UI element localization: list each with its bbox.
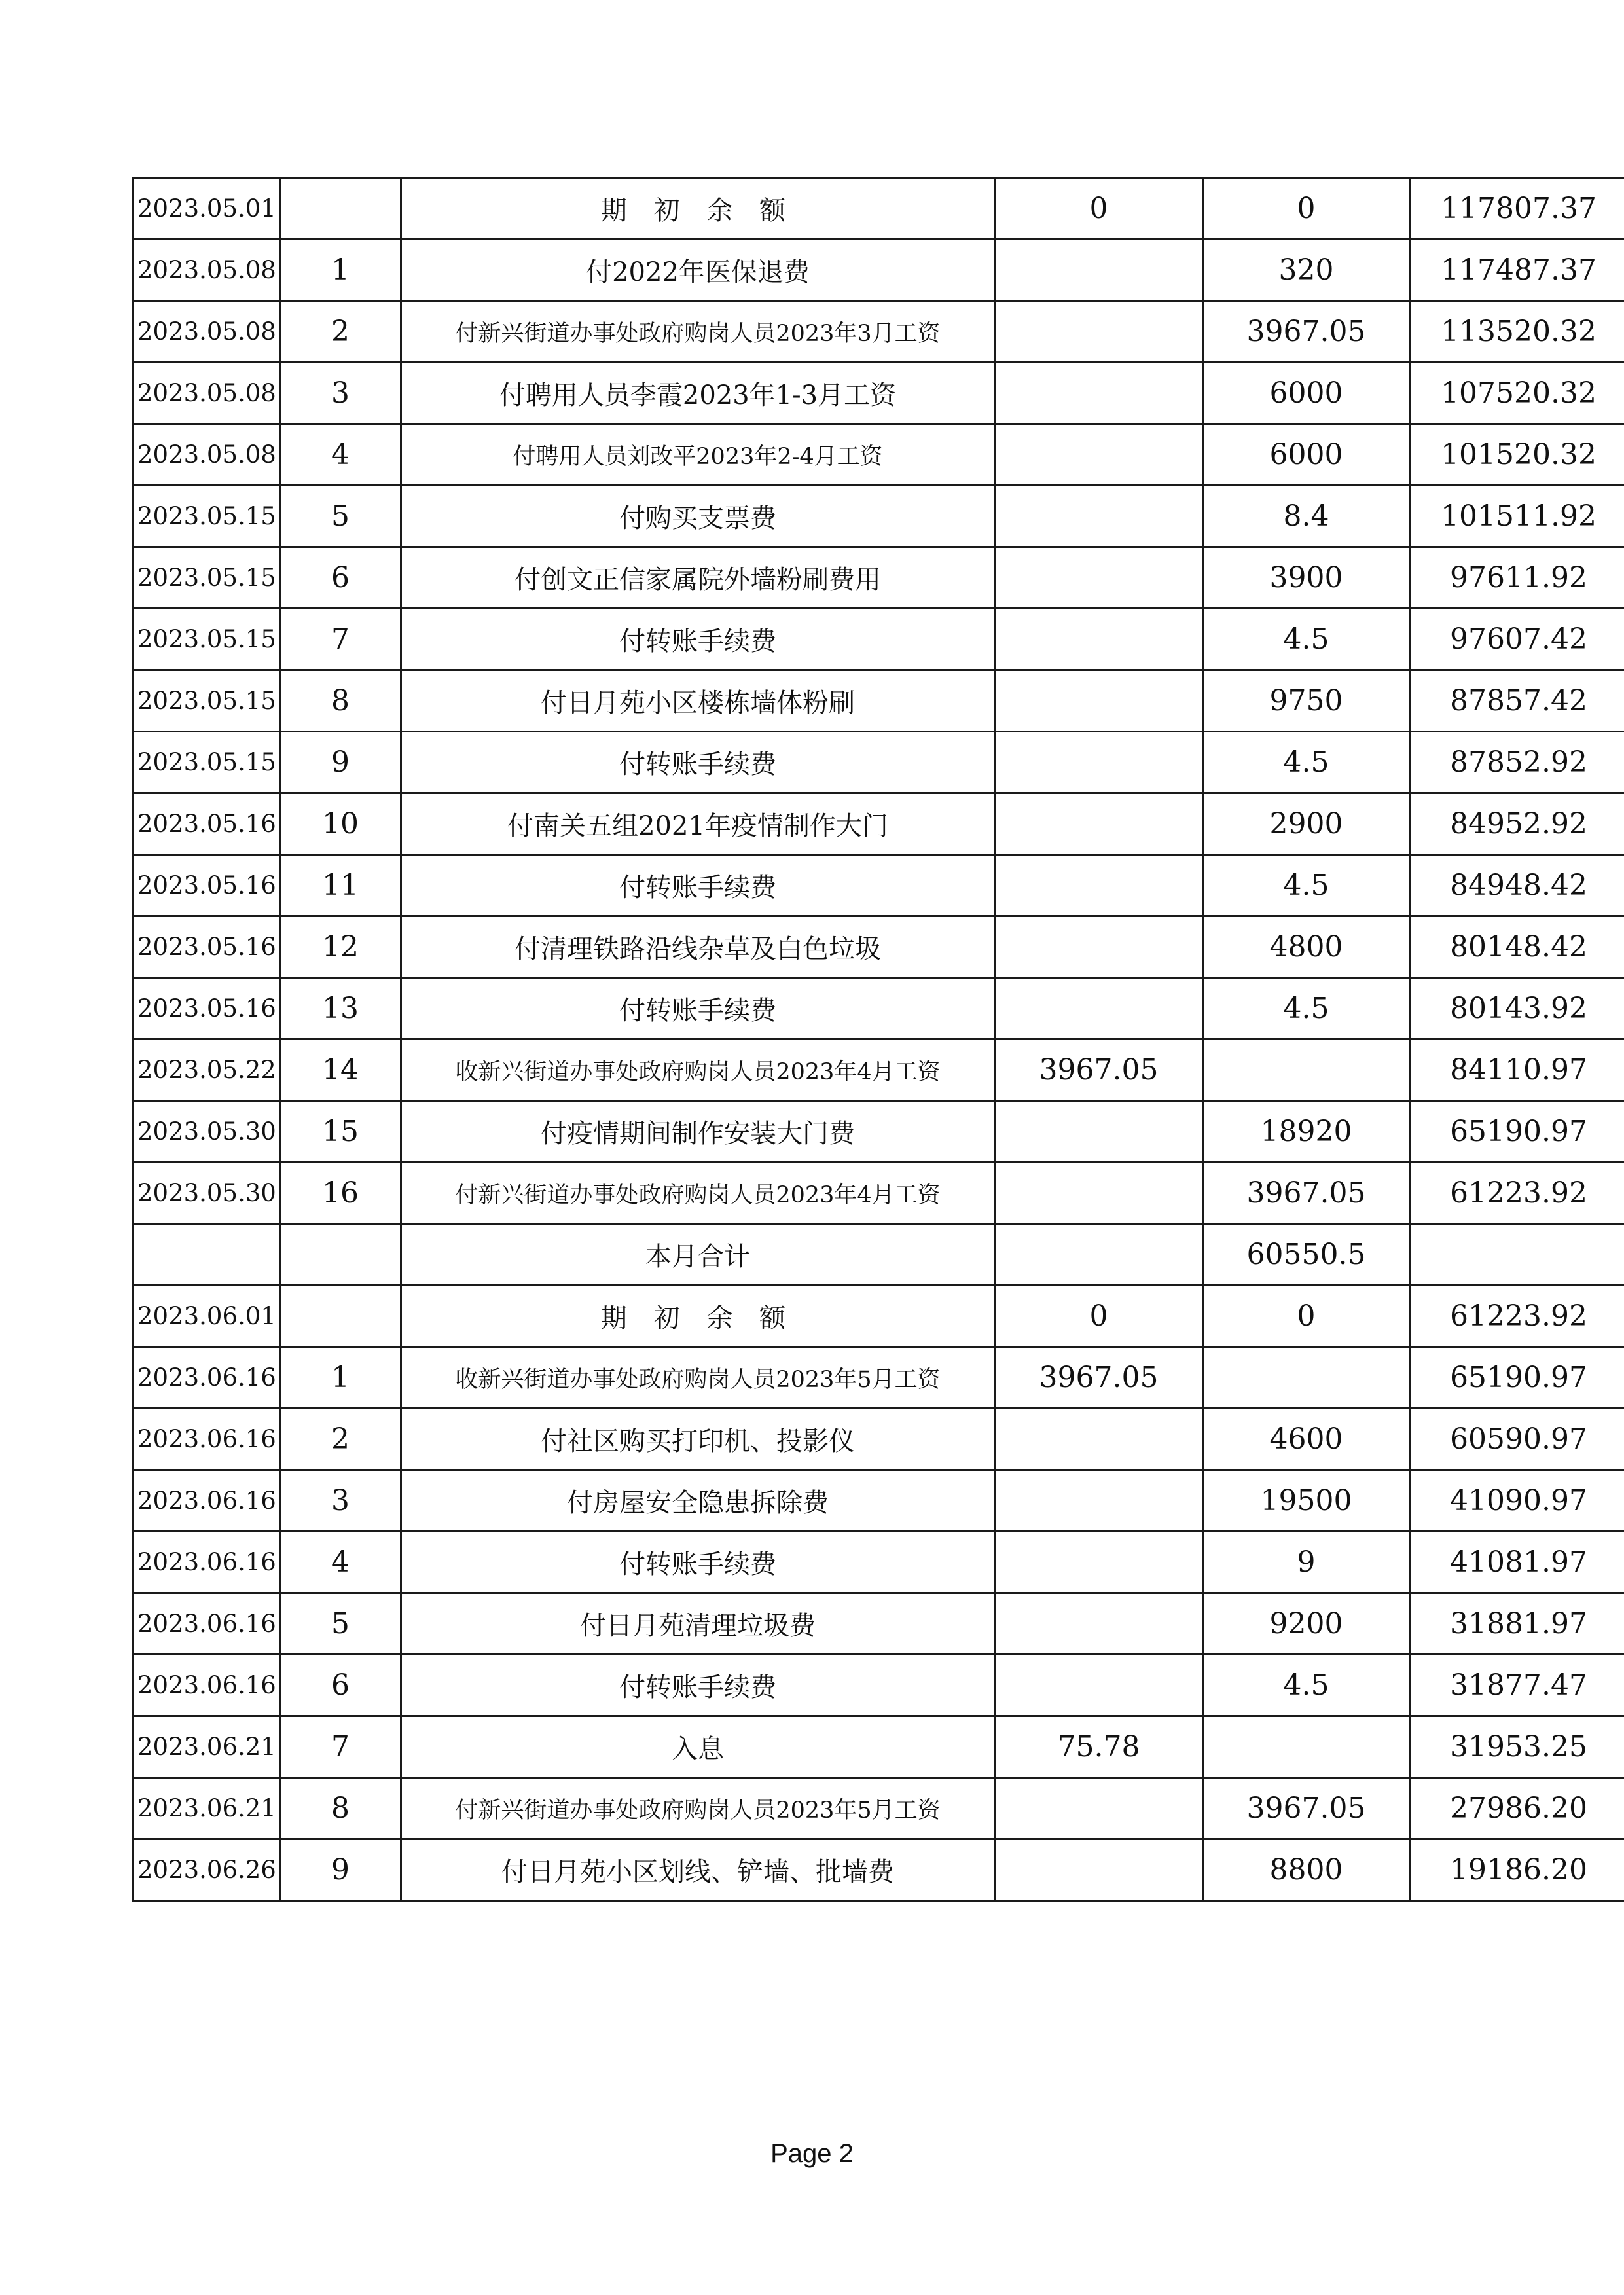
balance-cell: 84948.42	[1410, 855, 1624, 916]
description-cell: 付转账手续费	[401, 609, 995, 670]
description-cell: 付日月苑小区楼栋墙体粉刷	[401, 670, 995, 732]
expense-cell: 320	[1203, 240, 1410, 301]
income-cell: 3967.05	[995, 1347, 1203, 1409]
date-cell: 2023.05.22	[133, 1039, 280, 1101]
expense-cell: 9200	[1203, 1593, 1410, 1655]
income-cell: 0	[995, 1286, 1203, 1347]
description-cell: 付房屋安全隐患拆除费	[401, 1470, 995, 1532]
date-cell: 2023.06.16	[133, 1347, 280, 1409]
date-cell: 2023.06.21	[133, 1778, 280, 1839]
entry-number-cell: 14	[280, 1039, 401, 1101]
income-cell	[995, 670, 1203, 732]
expense-cell: 4800	[1203, 916, 1410, 978]
table-row	[133, 1716, 1624, 1778]
balance-cell: 107520.32	[1410, 363, 1624, 424]
income-cell	[995, 1593, 1203, 1655]
entry-number-cell: 3	[280, 1470, 401, 1532]
income-cell	[995, 978, 1203, 1039]
table-row	[133, 1101, 1624, 1163]
date-cell: 2023.05.16	[133, 916, 280, 978]
description-cell: 付日月苑清理垃圾费	[401, 1593, 995, 1655]
income-cell	[995, 301, 1203, 363]
table-row	[133, 1839, 1624, 1901]
entry-number-cell: 12	[280, 916, 401, 978]
expense-cell: 4.5	[1203, 1655, 1410, 1716]
table-row	[133, 424, 1624, 486]
expense-cell: 0	[1203, 1286, 1410, 1347]
income-cell	[995, 732, 1203, 793]
income-cell	[995, 1224, 1203, 1286]
description-cell: 付购买支票费	[401, 486, 995, 547]
entry-number-cell: 6	[280, 547, 401, 609]
table-row	[133, 1470, 1624, 1532]
date-cell	[133, 1224, 280, 1286]
balance-cell: 80143.92	[1410, 978, 1624, 1039]
table-row	[133, 1286, 1624, 1347]
expense-cell: 4.5	[1203, 978, 1410, 1039]
income-cell	[995, 424, 1203, 486]
description-cell: 付聘用人员刘改平2023年2-4月工资	[401, 424, 995, 486]
table-row	[133, 1224, 1624, 1286]
description-cell: 付新兴街道办事处政府购岗人员2023年3月工资	[401, 301, 995, 363]
balance-cell: 87857.42	[1410, 670, 1624, 732]
date-cell: 2023.06.21	[133, 1716, 280, 1778]
table-row	[133, 486, 1624, 547]
description-cell: 付新兴街道办事处政府购岗人员2023年5月工资	[401, 1778, 995, 1839]
income-cell	[995, 1532, 1203, 1593]
date-cell: 2023.06.16	[133, 1655, 280, 1716]
description-cell: 付转账手续费	[401, 1655, 995, 1716]
expense-cell: 4.5	[1203, 609, 1410, 670]
balance-cell: 65190.97	[1410, 1101, 1624, 1163]
description-cell: 付创文正信家属院外墙粉刷费用	[401, 547, 995, 609]
date-cell: 2023.05.08	[133, 363, 280, 424]
expense-cell: 19500	[1203, 1470, 1410, 1532]
income-cell	[995, 1778, 1203, 1839]
description-cell: 付清理铁路沿线杂草及白色垃圾	[401, 916, 995, 978]
entry-number-cell: 5	[280, 486, 401, 547]
income-cell	[995, 1163, 1203, 1224]
balance-cell: 117487.37	[1410, 240, 1624, 301]
entry-number-cell: 5	[280, 1593, 401, 1655]
table-row	[133, 1593, 1624, 1655]
description-cell: 付新兴街道办事处政府购岗人员2023年4月工资	[401, 1163, 995, 1224]
balance-cell: 101520.32	[1410, 424, 1624, 486]
balance-cell: 117807.37	[1410, 178, 1624, 240]
entry-number-cell: 10	[280, 793, 401, 855]
income-cell	[995, 1655, 1203, 1716]
income-cell: 3967.05	[995, 1039, 1203, 1101]
entry-number-cell	[280, 178, 401, 240]
expense-cell: 8800	[1203, 1839, 1410, 1901]
entry-number-cell: 11	[280, 855, 401, 916]
description-cell: 收新兴街道办事处政府购岗人员2023年5月工资	[401, 1347, 995, 1409]
expense-cell: 6000	[1203, 424, 1410, 486]
ledger-table	[132, 177, 1624, 1902]
table-row	[133, 1347, 1624, 1409]
description-cell: 付转账手续费	[401, 855, 995, 916]
date-cell: 2023.05.08	[133, 424, 280, 486]
description-cell: 本月合计	[401, 1224, 995, 1286]
balance-cell: 65190.97	[1410, 1347, 1624, 1409]
table-row	[133, 1532, 1624, 1593]
description-cell: 付转账手续费	[401, 732, 995, 793]
description-cell: 收新兴街道办事处政府购岗人员2023年4月工资	[401, 1039, 995, 1101]
table-row	[133, 978, 1624, 1039]
entry-number-cell: 4	[280, 424, 401, 486]
date-cell: 2023.06.16	[133, 1409, 280, 1470]
entry-number-cell	[280, 1286, 401, 1347]
entry-number-cell: 6	[280, 1655, 401, 1716]
expense-cell: 3967.05	[1203, 1163, 1410, 1224]
description-cell: 付社区购买打印机、投影仪	[401, 1409, 995, 1470]
balance-cell: 27986.20	[1410, 1778, 1624, 1839]
table-row	[133, 670, 1624, 732]
balance-cell: 31953.25	[1410, 1716, 1624, 1778]
expense-cell: 3900	[1203, 547, 1410, 609]
entry-number-cell: 13	[280, 978, 401, 1039]
date-cell: 2023.05.30	[133, 1163, 280, 1224]
table-row	[133, 178, 1624, 240]
date-cell: 2023.05.15	[133, 486, 280, 547]
expense-cell: 6000	[1203, 363, 1410, 424]
expense-cell: 8.4	[1203, 486, 1410, 547]
ledger-body	[133, 178, 1624, 1901]
date-cell: 2023.05.16	[133, 978, 280, 1039]
income-cell	[995, 240, 1203, 301]
table-row	[133, 1655, 1624, 1716]
balance-cell: 84952.92	[1410, 793, 1624, 855]
expense-cell	[1203, 1039, 1410, 1101]
table-row	[133, 793, 1624, 855]
entry-number-cell: 4	[280, 1532, 401, 1593]
balance-cell: 41090.97	[1410, 1470, 1624, 1532]
expense-cell: 4600	[1203, 1409, 1410, 1470]
description-cell: 付疫情期间制作安装大门费	[401, 1101, 995, 1163]
balance-cell	[1410, 1224, 1624, 1286]
entry-number-cell: 9	[280, 732, 401, 793]
income-cell	[995, 609, 1203, 670]
income-cell: 0	[995, 178, 1203, 240]
expense-cell: 3967.05	[1203, 1778, 1410, 1839]
page-number: Page 2	[770, 2139, 854, 2168]
description-cell: 期 初 余 额	[401, 178, 995, 240]
balance-cell: 97611.92	[1410, 547, 1624, 609]
income-cell	[995, 1409, 1203, 1470]
date-cell: 2023.05.16	[133, 793, 280, 855]
entry-number-cell	[280, 1224, 401, 1286]
expense-cell: 0	[1203, 178, 1410, 240]
income-cell	[995, 916, 1203, 978]
balance-cell: 80148.42	[1410, 916, 1624, 978]
date-cell: 2023.05.15	[133, 670, 280, 732]
table-row	[133, 301, 1624, 363]
entry-number-cell: 2	[280, 1409, 401, 1470]
income-cell	[995, 1101, 1203, 1163]
entry-number-cell: 1	[280, 1347, 401, 1409]
description-cell: 付转账手续费	[401, 978, 995, 1039]
date-cell: 2023.06.16	[133, 1593, 280, 1655]
date-cell: 2023.05.30	[133, 1101, 280, 1163]
table-row	[133, 916, 1624, 978]
balance-cell: 113520.32	[1410, 301, 1624, 363]
expense-cell: 9	[1203, 1532, 1410, 1593]
entry-number-cell: 9	[280, 1839, 401, 1901]
expense-cell: 18920	[1203, 1101, 1410, 1163]
income-cell	[995, 1839, 1203, 1901]
entry-number-cell: 15	[280, 1101, 401, 1163]
balance-cell: 87852.92	[1410, 732, 1624, 793]
date-cell: 2023.05.15	[133, 547, 280, 609]
description-cell: 付2022年医保退费	[401, 240, 995, 301]
balance-cell: 61223.92	[1410, 1163, 1624, 1224]
income-cell	[995, 363, 1203, 424]
entry-number-cell: 8	[280, 670, 401, 732]
income-cell	[995, 855, 1203, 916]
date-cell: 2023.06.01	[133, 1286, 280, 1347]
expense-cell: 4.5	[1203, 855, 1410, 916]
entry-number-cell: 1	[280, 240, 401, 301]
table-row	[133, 1778, 1624, 1839]
expense-cell: 3967.05	[1203, 301, 1410, 363]
expense-cell: 60550.5	[1203, 1224, 1410, 1286]
description-cell: 入息	[401, 1716, 995, 1778]
date-cell: 2023.06.16	[133, 1532, 280, 1593]
table-row	[133, 1163, 1624, 1224]
description-cell: 期 初 余 额	[401, 1286, 995, 1347]
description-cell: 付聘用人员李霞2023年1-3月工资	[401, 363, 995, 424]
balance-cell: 101511.92	[1410, 486, 1624, 547]
description-cell: 付转账手续费	[401, 1532, 995, 1593]
balance-cell: 84110.97	[1410, 1039, 1624, 1101]
expense-cell: 2900	[1203, 793, 1410, 855]
date-cell: 2023.05.16	[133, 855, 280, 916]
entry-number-cell: 16	[280, 1163, 401, 1224]
date-cell: 2023.06.16	[133, 1470, 280, 1532]
income-cell: 75.78	[995, 1716, 1203, 1778]
date-cell: 2023.06.26	[133, 1839, 280, 1901]
income-cell	[995, 547, 1203, 609]
income-cell	[995, 1470, 1203, 1532]
expense-cell: 4.5	[1203, 732, 1410, 793]
table-row	[133, 732, 1624, 793]
table-row	[133, 855, 1624, 916]
description-cell: 付日月苑小区划线、铲墙、批墙费	[401, 1839, 995, 1901]
description-cell: 付南关五组2021年疫情制作大门	[401, 793, 995, 855]
date-cell: 2023.05.08	[133, 301, 280, 363]
income-cell	[995, 793, 1203, 855]
income-cell	[995, 486, 1203, 547]
balance-cell: 97607.42	[1410, 609, 1624, 670]
expense-cell	[1203, 1347, 1410, 1409]
entry-number-cell: 8	[280, 1778, 401, 1839]
table-row	[133, 240, 1624, 301]
balance-cell: 31877.47	[1410, 1655, 1624, 1716]
balance-cell: 19186.20	[1410, 1839, 1624, 1901]
balance-cell: 61223.92	[1410, 1286, 1624, 1347]
balance-cell: 60590.97	[1410, 1409, 1624, 1470]
balance-cell: 31881.97	[1410, 1593, 1624, 1655]
balance-cell: 41081.97	[1410, 1532, 1624, 1593]
date-cell: 2023.05.01	[133, 178, 280, 240]
table-row	[133, 1409, 1624, 1470]
table-row	[133, 609, 1624, 670]
expense-cell: 9750	[1203, 670, 1410, 732]
table-row	[133, 547, 1624, 609]
entry-number-cell: 2	[280, 301, 401, 363]
date-cell: 2023.05.15	[133, 732, 280, 793]
date-cell: 2023.05.08	[133, 240, 280, 301]
entry-number-cell: 3	[280, 363, 401, 424]
date-cell: 2023.05.15	[133, 609, 280, 670]
expense-cell	[1203, 1716, 1410, 1778]
table-row	[133, 1039, 1624, 1101]
entry-number-cell: 7	[280, 609, 401, 670]
entry-number-cell: 7	[280, 1716, 401, 1778]
table-row	[133, 363, 1624, 424]
